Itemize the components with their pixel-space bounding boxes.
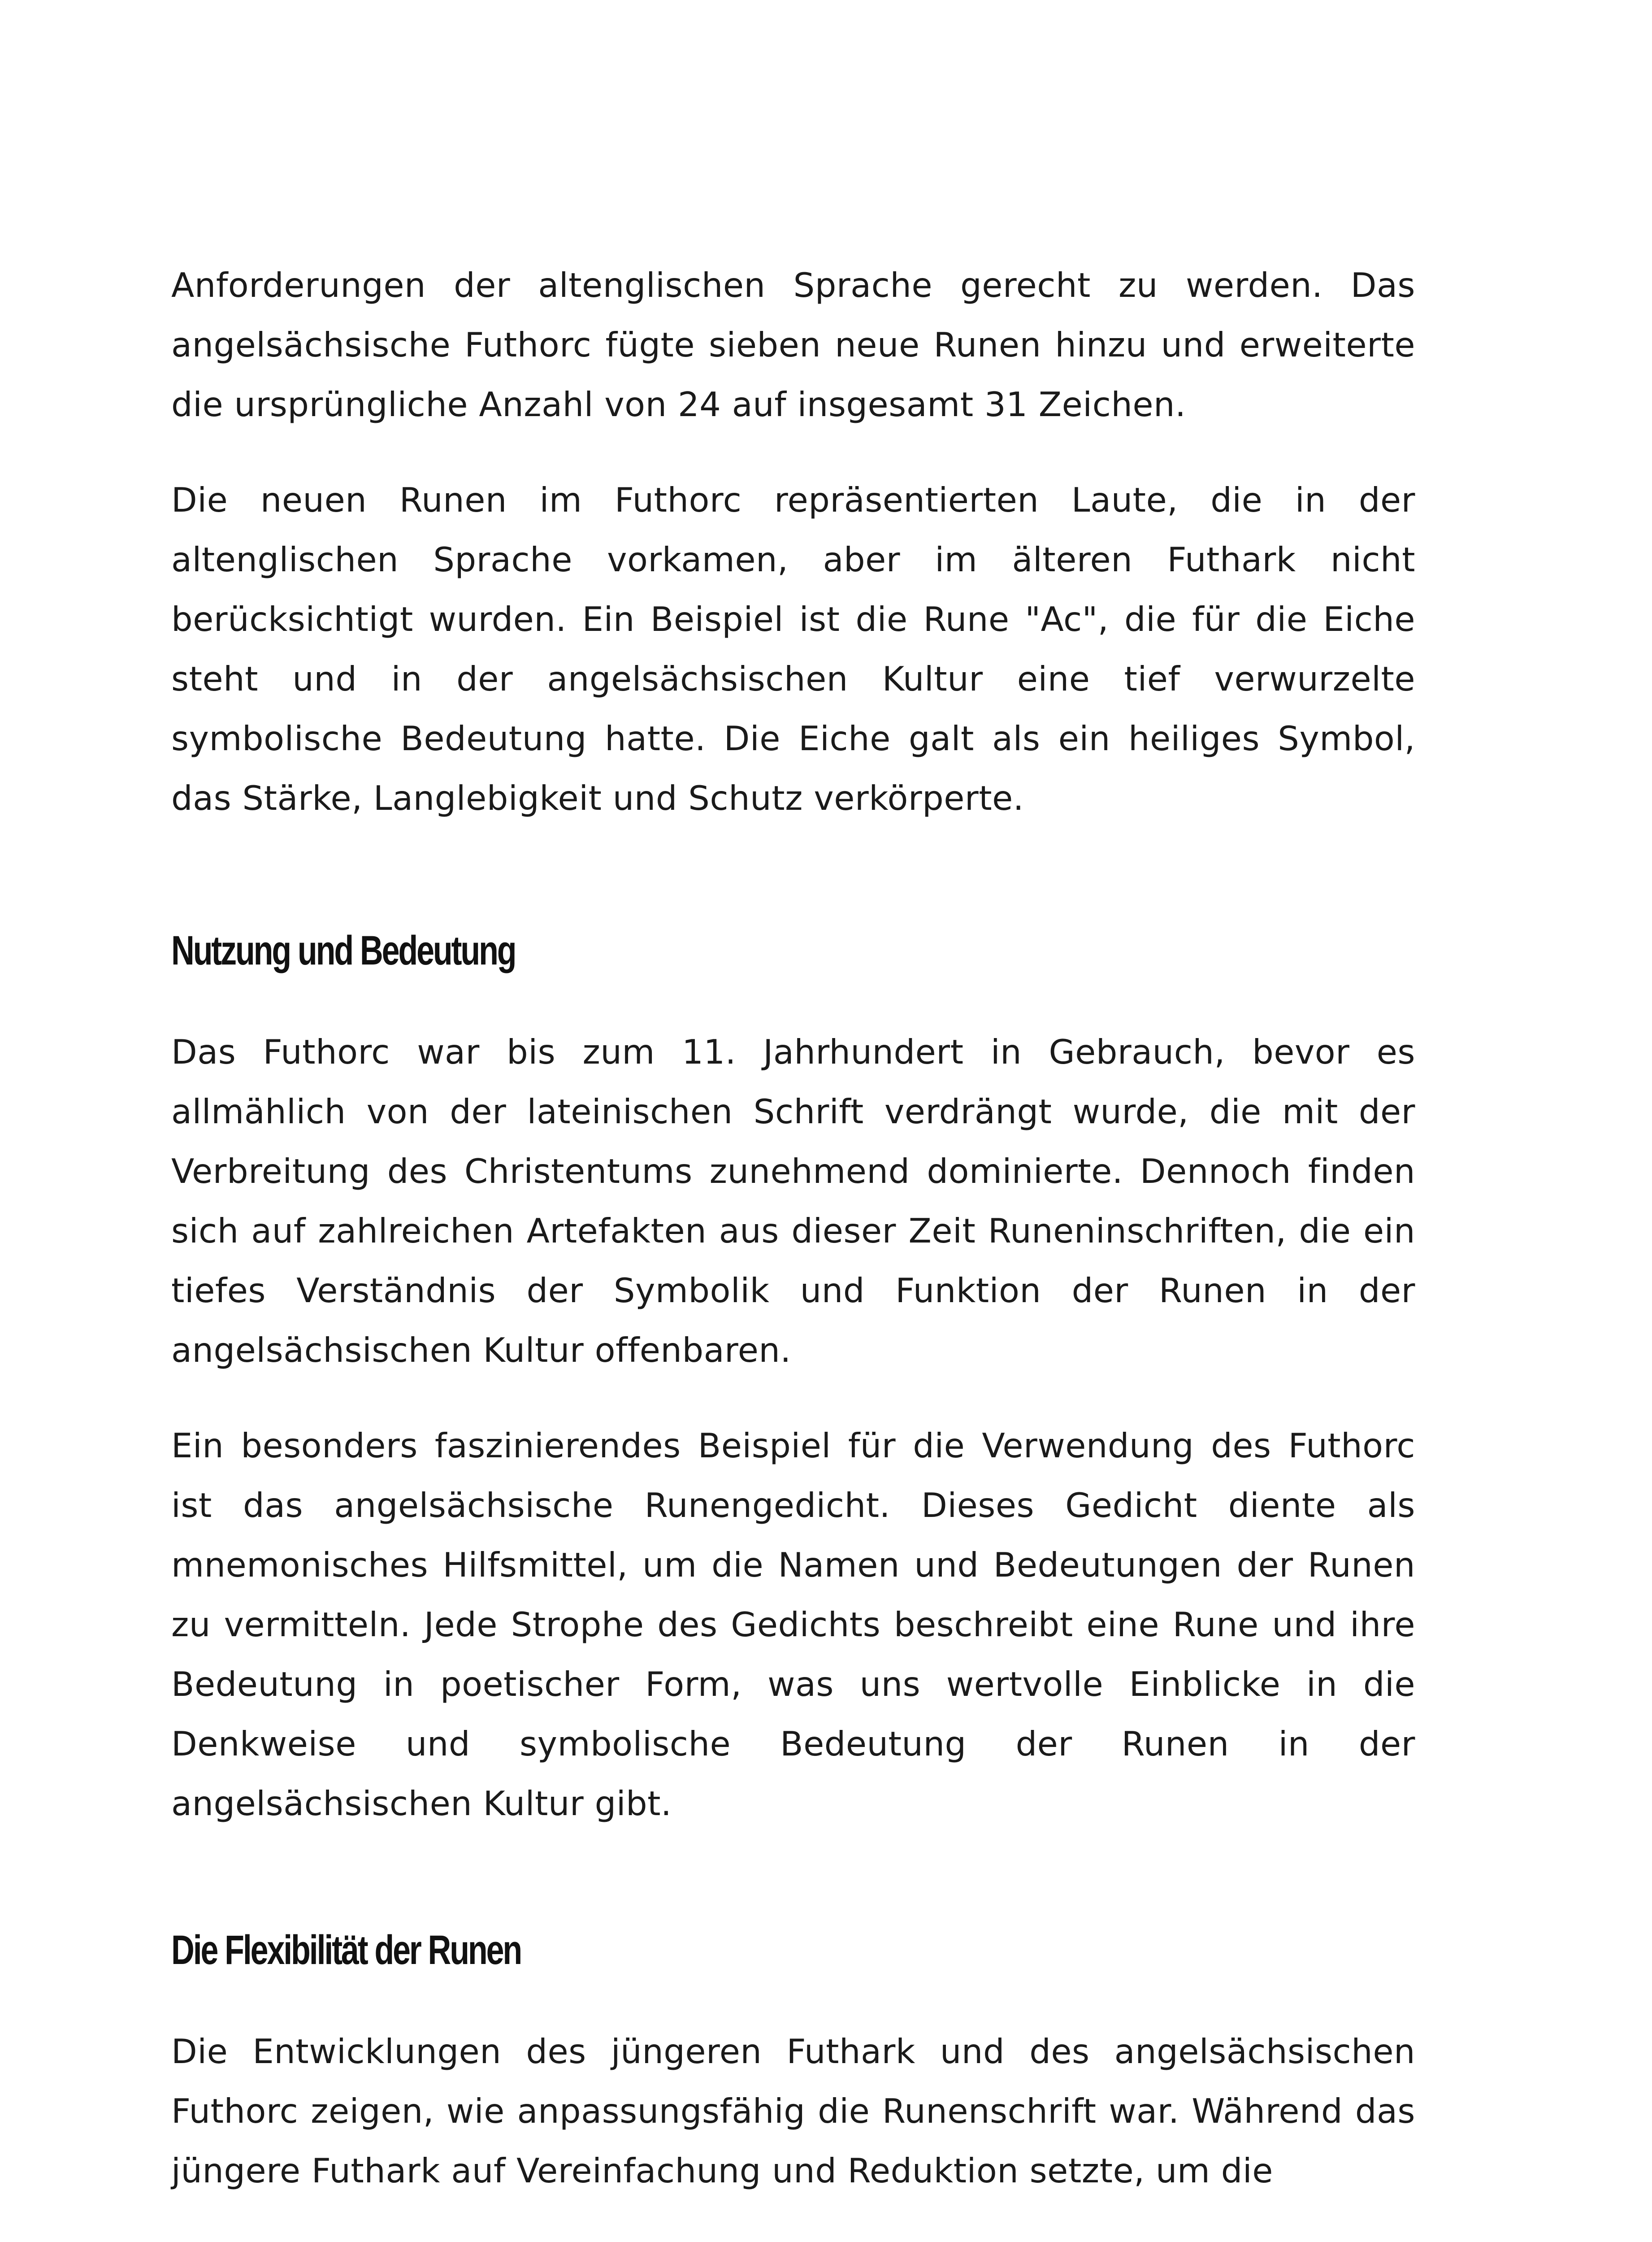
page-content: [171, 256, 1415, 2237]
body-paragraph: Die neuen Runen im Futhorc repräsentierten Laute, die in der altenglischen Sprache vorkamen, aber im älteren Futhark nicht berücksichtigt wurden. Ein Beispiel ist die Rune "Ac", die für die Eiche steht und in der angelsächsischen Kultur eine tief verwurzelte symbolische Bedeutung hatte. Die Eiche galt als ein heiliges Symbol, das Stärke, Langlebigkeit und Schutz verkörperte.: [171, 480, 1415, 818]
section-heading: Nutzung und Bedeutung: [171, 928, 516, 973]
body-paragraph: Die Entwicklungen des jüngeren Futhark und des angelsächsischen Futhorc zeigen, wie anpassungsfähig die Runenschrift war. Während das jüngere Futhark auf Vereinfachung und Reduktion setzte, um die: [171, 2032, 1415, 2190]
body-paragraph: Anforderungen der altenglischen Sprache gerecht zu werden. Das angelsächsische Futhorc fügte sieben neue Runen hinzu und erweiterte die ursprüngliche Anzahl von 24 auf insgesamt 31 Zeichen.: [171, 265, 1415, 424]
body-paragraph: Das Futhorc war bis zum 11. Jahrhundert in Gebrauch, bevor es allmählich von der lateinischen Schrift verdrängt wurde, die mit der Verbreitung des Christentums zunehmend dominierte. Dennoch finden sich auf zahlreichen Artefakten aus dieser Zeit Runeninschriften, die ein tiefes Verständnis der Symbolik und Funktion der Runen in der angelsächsischen Kultur offenbaren.: [171, 1032, 1415, 1370]
section-heading: Die Flexibilität der Runen: [171, 1927, 521, 1973]
body-paragraph: Ein besonders faszinierendes Beispiel für die Verwendung des Futhorc ist das angelsächsische Runengedicht. Dieses Gedicht diente als mnemonisches Hilfsmittel, um die Namen und Bedeutungen der Runen zu vermitteln. Jede Strophe des Gedichts beschreibt eine Rune und ihre Bedeutung in poetischer Form, was uns wertvolle Einblicke in die Denkweise und symbolische Bedeutung der Runen in der angelsächsischen Kultur gibt.: [171, 1426, 1415, 1823]
